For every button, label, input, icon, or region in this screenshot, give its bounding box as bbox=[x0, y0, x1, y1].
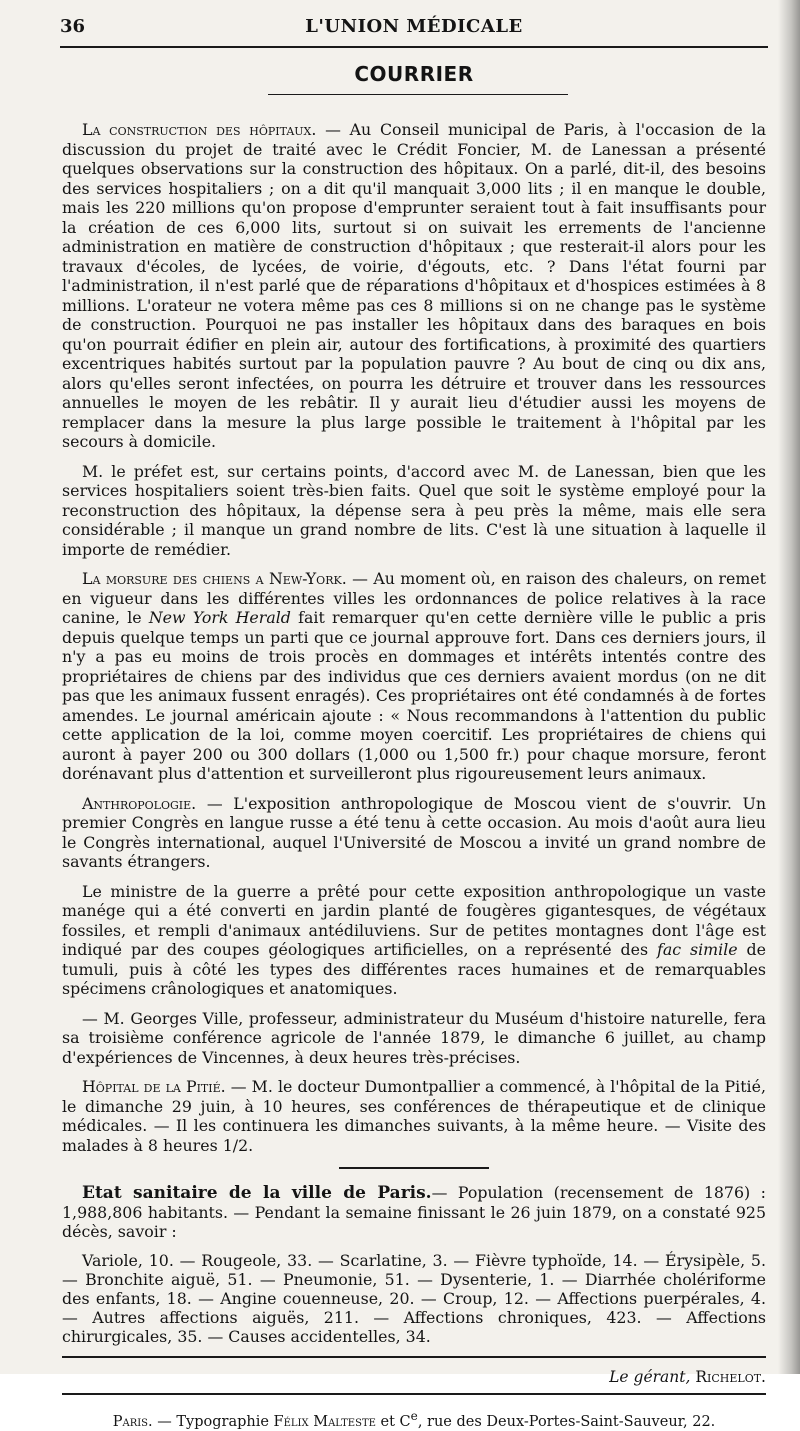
article-text: — Au moment où, en raison des chaleurs, on remet en vigueur dans les différentes villes les ordonnances de police relatives à la race canine, le bbox=[62, 569, 766, 627]
scan-edge-shadow bbox=[778, 0, 800, 1374]
paragraph-anthropologie bbox=[62, 794, 766, 872]
paragraph-morsure-chiens bbox=[62, 569, 766, 784]
article-text: fait remarquer qu'en cette dernière ville le public a pris depuis quelque temps un parti que ce journal approuve fort. Dans ces derniers jours, il n'y a pas eu moins de trois procès en dommages et intérêts intentés contre des propriétaires de chiens par des individus que ces derniers avaient mordus (on ne dit pas que les animaux fussent enragés). Ces propriétaires ont été condamnés à de fortes amendes. Le journal américain ajoute : « Nous recommandons à l'attention du public cette application de la loi, comme moyen coercitif. Les propriétaires de chiens qui auront à payer 200 ou 300 dollars (1,000 ou 1,500 fr.) pour chaque morsure, feront dorénavant plus d'attention et surveilleront plus rigoureusement leurs animaux. bbox=[62, 608, 766, 783]
section-title: COURRIER bbox=[354, 62, 474, 86]
article-text: de tumuli, puis à côté les types des différentes races humaines et de remarquables spécimens crânologiques et anatomiques. bbox=[62, 940, 766, 998]
article-text: Le ministre de la guerre a prêté pour cette exposition anthropologique un vaste manége qui a été converti en jardin planté de fougères gigantesques, de végétaux fossiles, et rempli d'animaux antédiluviens. Sur de petites montagnes dont l'âge est indiqué par des coupes géologiques artificielles, on a représenté des bbox=[62, 881, 766, 959]
newspaper-name: New York Herald bbox=[148, 608, 291, 627]
running-header bbox=[60, 16, 768, 44]
italic-term: fac simile bbox=[657, 940, 738, 959]
etat-sanitaire-population: — Population (recensement de 1876) : 1,988,806 habitants. — Pendant la semaine finissant le 26 juin 1879, on a constaté 925 décès, savoir : bbox=[62, 1183, 766, 1241]
imprint bbox=[62, 1407, 766, 1431]
etat-sanitaire bbox=[62, 1183, 766, 1346]
article-lead: La morsure des chiens a New-York. bbox=[82, 569, 347, 588]
imprint-printer: Félix Malteste bbox=[273, 1413, 376, 1430]
header-rule bbox=[60, 46, 768, 48]
page-number: 36 bbox=[60, 16, 86, 37]
paragraph-ministre-guerre bbox=[62, 882, 766, 999]
signature bbox=[62, 1368, 766, 1387]
paragraph-hopital-pitie bbox=[62, 1077, 766, 1155]
paragraph-prefet: M. le préfet est, sur certains points, d'accord avec M. de Lanessan, bien que les services hospitaliers soient très-bien faits. Quel que soit le système employé pour la reconstruction des hôpitaux, la dépense sera à peu près la même, mais elle sera considérable ; il manque un grand nombre de lits. C'est là une situation à laquelle il importe de remédier. bbox=[62, 461, 766, 559]
imprint-text: — Typographie bbox=[152, 1413, 274, 1430]
journal-title: L'UNION MÉDICALE bbox=[305, 16, 523, 37]
footer-rule-bottom bbox=[62, 1393, 766, 1395]
section-divider bbox=[339, 1167, 489, 1169]
etat-sanitaire-list: Variole, 10. — Rougeole, 33. — Scarlatine, 3. — Fièvre typhoïde, 14. — Érysipèle, 5. — Bronchite aiguë, 51. — Pneumonie, 51. — Dysenterie, 1. — Diarrhée cholériforme des enfants, 18. — Angine couenneuse, 20. — Croup, 12. — Affections puerpérales, 4. — Autres affections aiguës, 211. — Affections chroniques, 423. — Affections chirurgicales, 35. — Causes accidentelles, 34. bbox=[62, 1251, 766, 1346]
article-text: — Au Conseil municipal de Paris, à l'occasion de la discussion du projet de traité avec le Crédit Foncier, M. de Lanessan a présenté quelques observations sur la construction des hôpitaux. On a parlé, dit-il, des besoins des services hospitaliers ; on a dit qu'il manquait 3,000 lits ; il en manque le double, mais les 220 millions qu'on propose d'emprunter seraient tout à fait insuffisants pour la création de ces 6,000 lits, surtout si on suivait les errements de l'ancienne administration en matière de construction d'hôpitaux ; que resterait-il alors pour les travaux d'écoles, de lycées, de voirie, d'égouts, etc. ? Dans l'état fourni par l'administration, il n'est parlé que de réparations d'hôpitaux et d'hospices estimées à 8 millions. L'orateur ne votera même pas ces 8 millions si on ne change pas le système de construction. Pourquoi ne pas installer les hôpitaux dans des baraques en bois qu'on pourrait édifier en plein air, autour des fortifications, à proximité des quartiers excentriques habités surtout par la population pauvre ? Au bout de cinq ou dix ans, alors qu'elles seront infectées, on pourra les détruire et trouver dans les ressources annuelles le moyen de les rebâtir. Il y aurait lieu d'étudier aussi les moyens de remplacer dans la mesure la plus large possible le traitement à l'hôpital par les secours à domicile. bbox=[62, 120, 766, 451]
article-text: — M. le docteur Dumontpallier a commencé, à l'hôpital de la Pitié, le dimanche 29 juin, à 10 heures, ses conférences de thérapeutique et de clinique médicales. — Il les continuera les dimanches suivants, à la même heure. — Visite des malades à 8 heures 1/2. bbox=[62, 1077, 766, 1155]
imprint-sup: e bbox=[410, 1409, 418, 1423]
paragraph-georges-ville: — M. Georges Ville, professeur, administrateur du Muséum d'histoire naturelle, fera sa troisième conférence agricole de l'année 1879, le dimanche 6 juillet, au champ d'expériences de Vincennes, à deux heures très-précises. bbox=[62, 1008, 766, 1067]
article-lead: Hôpital de la Pitié. bbox=[82, 1077, 226, 1096]
article-body bbox=[62, 120, 766, 1431]
footer-rule-top bbox=[62, 1356, 766, 1358]
etat-sanitaire-title: Etat sanitaire de la ville de Paris. bbox=[82, 1183, 432, 1203]
imprint-text: et C bbox=[375, 1413, 411, 1430]
article-text: — L'exposition anthropologique de Moscou vient de s'ouvrir. Un premier Congrès en langue russe a été tenu à cette occasion. Au mois d'août aura lieu le Congrès international, auquel l'Université de Moscou a invité un grand nombre de savants étrangers. bbox=[62, 793, 766, 871]
title-underline bbox=[268, 94, 568, 95]
paragraph-construction-hopitaux bbox=[62, 120, 766, 452]
imprint-city: Paris. bbox=[112, 1413, 153, 1430]
imprint-text: , rue des Deux-Portes-Saint-Sauveur, 22. bbox=[417, 1413, 716, 1430]
signature-prefix: Le gérant, bbox=[609, 1368, 691, 1386]
article-lead: Anthropologie. bbox=[82, 793, 197, 813]
etat-sanitaire-intro bbox=[62, 1183, 766, 1241]
article-lead: La construction des hôpitaux. bbox=[82, 120, 317, 139]
signature-name: Richelot. bbox=[695, 1368, 766, 1386]
